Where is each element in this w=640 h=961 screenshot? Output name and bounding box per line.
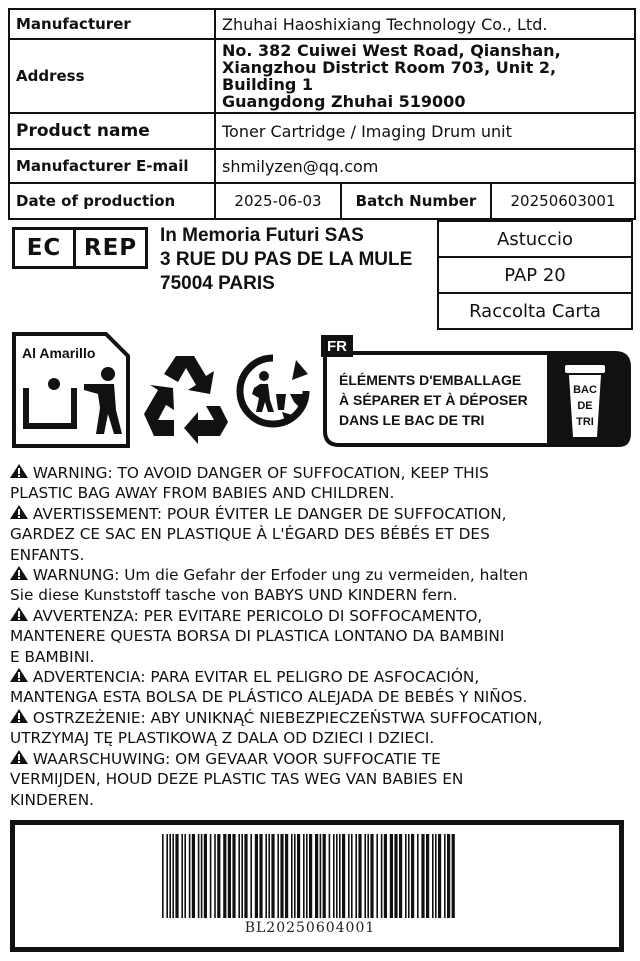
warning-triangle-icon bbox=[10, 463, 28, 483]
product-name-label: Product name bbox=[9, 113, 215, 149]
production-date-label: Date of production bbox=[9, 183, 215, 219]
triman-line: DANS LE BAC DE TRI bbox=[339, 412, 485, 428]
triman-line: À SÉPARER ET À DÉPOSER bbox=[339, 392, 528, 408]
barcode-bar bbox=[421, 834, 424, 918]
barcode-bar bbox=[228, 834, 231, 918]
warning-triangle-icon bbox=[10, 667, 28, 687]
triman-info-icon bbox=[319, 333, 631, 449]
bin-line: DE bbox=[577, 400, 593, 412]
barcode-bar bbox=[259, 834, 262, 918]
barcode-bar bbox=[184, 834, 186, 918]
barcode-icon bbox=[160, 834, 460, 918]
barcode-bar bbox=[297, 834, 300, 918]
barcode-bar bbox=[255, 834, 258, 918]
al-amarillo-icon bbox=[10, 330, 132, 450]
barcode-bar bbox=[447, 834, 450, 918]
barcode-bar bbox=[370, 834, 373, 918]
packaging-line: PAP 20 bbox=[439, 258, 631, 294]
barcode-number: BL20250604001 bbox=[244, 920, 376, 936]
ec-rep-line: 3 RUE DU PAS DE LA MULE bbox=[160, 249, 413, 270]
warning-paragraph bbox=[10, 565, 638, 606]
rep-label: REP bbox=[83, 235, 138, 261]
barcode-bar bbox=[426, 834, 429, 918]
barcode-bar bbox=[329, 834, 331, 918]
ec-rep-address bbox=[160, 224, 412, 296]
address-label: Address bbox=[9, 39, 215, 113]
barcode-bar bbox=[271, 834, 274, 918]
barcode-bar bbox=[358, 834, 361, 918]
warning-paragraph bbox=[10, 504, 638, 565]
barcode-bar bbox=[367, 834, 369, 918]
warning-triangle-icon bbox=[10, 749, 28, 769]
warning-line: PLASTIC BAG AWAY FROM BABIES AND CHILDREN. bbox=[10, 484, 395, 503]
warning-line: Sie diese Kunststoff tasche von BABYS UND KINDERN fern. bbox=[10, 586, 458, 605]
warning-paragraph bbox=[10, 708, 638, 749]
tidyman-recycle-icon bbox=[234, 352, 312, 430]
barcode-bar bbox=[355, 834, 357, 918]
barcode-bar bbox=[277, 834, 279, 918]
batch-number-label: Batch Number bbox=[341, 183, 491, 219]
barcode-bar bbox=[323, 834, 326, 918]
barcode-bar bbox=[342, 834, 345, 918]
barcode-bar bbox=[241, 834, 243, 918]
barcode-bar bbox=[438, 834, 441, 918]
warning-line: WARNING: TO AVOID DANGER OF SUFFOCATION, KEEP THIS bbox=[32, 464, 489, 482]
barcode-bar bbox=[244, 834, 247, 918]
barcode-bar bbox=[294, 834, 296, 918]
batch-number-value: 20250603001 bbox=[491, 183, 635, 219]
warning-line: VERMIJDEN, HOUD DEZE PLASTIC TAS WEG VAN BABIES EN bbox=[10, 770, 464, 789]
warning-line: KINDEREN. bbox=[10, 790, 95, 809]
address-line: Guangdong Zhuhai 519000 bbox=[222, 92, 466, 111]
warning-line: WAARSCHUWING: OM GEVAAR VOOR SUFFOCATIE TE bbox=[32, 749, 441, 768]
warning-line: MANTENERE QUESTA BORSA DI PLASTICA LONTANO DA BAMBINI bbox=[10, 627, 505, 646]
barcode-bar bbox=[315, 834, 318, 918]
barcode-bar bbox=[435, 834, 437, 918]
barcode-bar bbox=[432, 834, 434, 918]
barcode-bar bbox=[192, 834, 195, 918]
barcode-bar bbox=[364, 834, 366, 918]
barcode-bar bbox=[189, 834, 191, 918]
barcode-bar bbox=[411, 834, 414, 918]
manufacturer-value: Zhuhai Haoshixiang Technology Co., Ltd. bbox=[215, 9, 635, 39]
bin-line: TRI bbox=[576, 416, 594, 428]
barcode-bar bbox=[390, 834, 393, 918]
barcode-bar bbox=[309, 834, 312, 918]
packaging-line: Raccolta Carta bbox=[469, 300, 601, 322]
barcode-bar bbox=[265, 834, 267, 918]
barcode-bar bbox=[166, 834, 168, 918]
packaging-line: Astuccio bbox=[439, 222, 631, 258]
barcode-bar bbox=[399, 834, 402, 918]
barcode-bar bbox=[306, 834, 308, 918]
barcode-bar bbox=[384, 834, 387, 918]
barcode-bar bbox=[175, 834, 178, 918]
barcode-bar bbox=[198, 834, 200, 918]
warning-line: GARDEZ CE SAC EN PLASTIQUE À L'ÉGARD DES BÉBÉS ET DES bbox=[10, 525, 490, 544]
barcode-bar bbox=[381, 834, 383, 918]
barcode-bar bbox=[238, 834, 240, 918]
warning-paragraph bbox=[10, 463, 638, 504]
barcode-bar bbox=[204, 834, 207, 918]
warning-triangle-icon bbox=[10, 708, 28, 728]
warning-line: ADVERTENCIA: PARA EVITAR EL PELIGRO DE ASFOCACIÓN, bbox=[32, 668, 480, 687]
barcode-bar bbox=[201, 834, 203, 918]
barcode-bar bbox=[214, 834, 216, 918]
barcode-bar bbox=[162, 834, 164, 918]
manufacturer-label: Manufacturer bbox=[9, 9, 215, 39]
warning-paragraph bbox=[10, 749, 638, 810]
warning-line: AVERTISSEMENT: POUR ÉVITER LE DANGER DE SUFFOCATION, bbox=[32, 504, 507, 523]
product-info-table bbox=[8, 8, 636, 220]
product-name-value: Toner Cartridge / Imaging Drum unit bbox=[215, 113, 635, 149]
triman-line: ÉLÉMENTS D'EMBALLAGE bbox=[339, 372, 522, 388]
barcode-bar bbox=[217, 834, 220, 918]
barcode-bar bbox=[172, 834, 174, 918]
barcode-bar bbox=[408, 834, 410, 918]
al-amarillo-label: Al Amarillo bbox=[22, 345, 96, 361]
warnings-block bbox=[10, 463, 638, 810]
warning-triangle-icon bbox=[10, 606, 28, 626]
warning-line: ENFANTS. bbox=[10, 545, 85, 564]
barcode-bar bbox=[285, 834, 288, 918]
ec-rep-line: 75004 PARIS bbox=[160, 273, 275, 294]
ec-label: EC bbox=[15, 230, 76, 266]
barcode-bar bbox=[405, 834, 407, 918]
email-label: Manufacturer E-mail bbox=[9, 149, 215, 183]
barcode-bar bbox=[351, 834, 353, 918]
barcode-bar bbox=[232, 834, 235, 918]
barcode-bar bbox=[376, 834, 378, 918]
warning-triangle-icon bbox=[10, 504, 28, 524]
barcode-bar bbox=[181, 834, 183, 918]
ec-rep-line: In Memoria Futuri SAS bbox=[160, 225, 364, 246]
address-value bbox=[215, 39, 635, 113]
ec-rep-symbol bbox=[12, 227, 148, 269]
barcode-bar bbox=[452, 834, 455, 918]
warning-line: AVVERTENZA: PER EVITARE PERICOLO DI SOFFOCAMENTO, bbox=[32, 606, 483, 625]
barcode-bar bbox=[210, 834, 212, 918]
address-line: Xiangzhou District Room 703, Unit 2, Building 1 bbox=[222, 58, 557, 94]
recycle-icon bbox=[136, 350, 232, 446]
warning-paragraph bbox=[10, 606, 638, 667]
warning-line: OSTRZEŻENIE: ABY UNIKNĄĆ NIEBEZPIECZEŃSTWA SUFFOCATION, bbox=[32, 708, 543, 727]
barcode-bar bbox=[169, 834, 171, 918]
barcode-bar bbox=[250, 834, 252, 918]
barcode-bar bbox=[303, 834, 305, 918]
packaging-label-box bbox=[437, 220, 633, 330]
barcode-bar bbox=[339, 834, 341, 918]
barcode-bar bbox=[417, 834, 419, 918]
barcode-bar bbox=[280, 834, 283, 918]
bin-line: BAC bbox=[573, 384, 597, 396]
warning-paragraph bbox=[10, 667, 638, 708]
warning-line: E BAMBINI. bbox=[10, 647, 95, 666]
warning-line: WARNUNG: Um die Gefahr der Erfoder ung zu vermeiden, halten bbox=[32, 566, 529, 585]
email-value: shmilyzen@qq.com bbox=[215, 149, 635, 183]
barcode-bar bbox=[394, 834, 397, 918]
barcode-bar bbox=[336, 834, 338, 918]
barcode-bar bbox=[268, 834, 270, 918]
fr-badge: FR bbox=[327, 338, 347, 355]
barcode-bar bbox=[223, 834, 226, 918]
production-date-value: 2025-06-03 bbox=[215, 183, 341, 219]
barcode-bar bbox=[320, 834, 322, 918]
barcode-bar bbox=[333, 834, 335, 918]
warning-line: MANTENGA ESTA BOLSA DE PLÁSTICO ALEJADA DE BEBÉS Y NIÑOS. bbox=[10, 688, 528, 707]
warning-line: UTRZYMAJ TĘ PLASTIKOWĄ Z DALA OD DZIECI I DZIECI. bbox=[10, 729, 435, 748]
address-line: No. 382 Cuiwei West Road, Qianshan, bbox=[222, 41, 561, 60]
warning-triangle-icon bbox=[10, 565, 28, 585]
barcode-bar bbox=[348, 834, 350, 918]
barcode-bar bbox=[291, 834, 293, 918]
barcode-bar bbox=[444, 834, 446, 918]
